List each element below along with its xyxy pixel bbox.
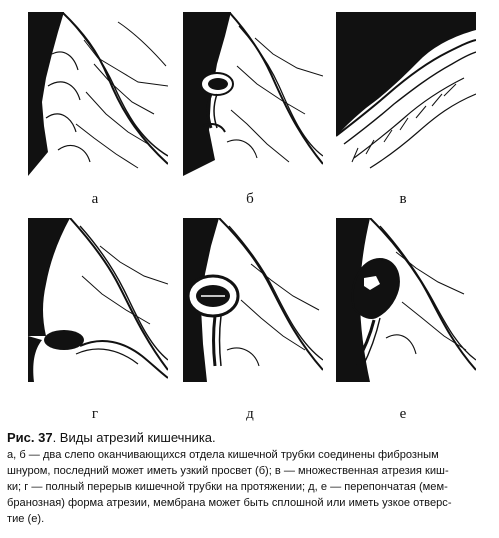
- figure-caption: [7, 429, 496, 527]
- panel-v-illustration: [336, 12, 476, 176]
- panel-label-g: г: [91, 406, 99, 422]
- caption-line-5: тие (е).: [7, 513, 45, 525]
- panel-d-illustration: [183, 218, 323, 382]
- caption-line-2: шнуром, последний может иметь узкий просвет (б); в — множественная атрезия киш-: [7, 465, 449, 477]
- caption-line-4: бранозная) форма атрезии, мембрана может быть сплошной или иметь узкое отверс-: [7, 497, 452, 509]
- panel-e-illustration: [336, 218, 476, 382]
- caption-line-1: а, б — два слепо оканчивающихся отдела кишечной трубки соединены фиброзным: [7, 449, 439, 461]
- caption-title-line: [7, 429, 496, 447]
- panel-label-e: е: [399, 406, 407, 422]
- caption-line-3: ки; г — полный перерыв кишечной трубки на протяжении; д, е — перепончатая (мем-: [7, 481, 448, 493]
- panel-g-illustration: [28, 218, 168, 382]
- panel-b-illustration: [183, 12, 323, 176]
- figure-number: Рис. 37: [7, 430, 53, 445]
- panel-label-d: д: [246, 406, 254, 422]
- panel-label-v: в: [399, 191, 407, 207]
- figure-title: . Виды атрезий кишечника.: [52, 430, 216, 445]
- panel-label-a: а: [91, 191, 99, 207]
- panel-a-illustration: [28, 12, 168, 176]
- panel-label-b: б: [246, 191, 254, 207]
